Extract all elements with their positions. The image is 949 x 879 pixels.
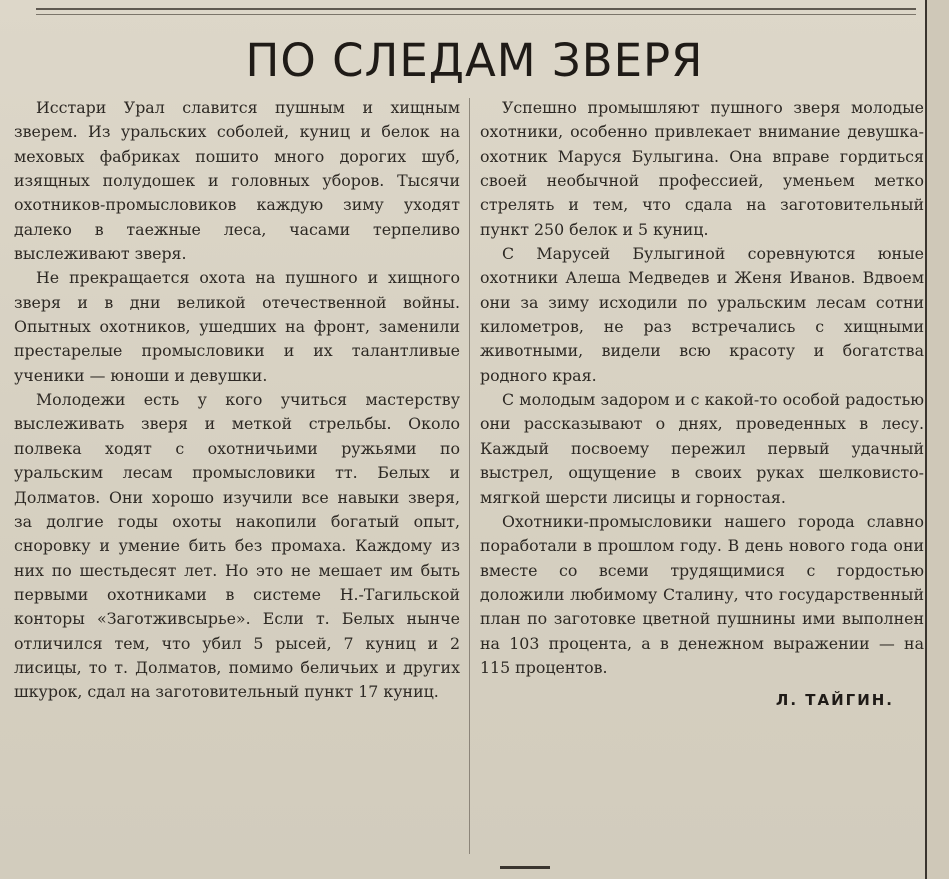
paragraph: С Марусей Булыгиной соревнуются юные охотники Алеша Медведев и Женя Иванов. Вдвоем они за зиму исходили по уральским лесам сотни километров, не раз встречались с хищными животными, видели всю красоту и богатства родного края. (480, 244, 924, 385)
column-divider (469, 98, 470, 854)
adjacent-column-edge (925, 0, 949, 879)
left-column (14, 96, 460, 705)
paragraph: Молодежи есть у кого учиться мастерству выслеживать зверя и меткой стрельбы. Около полвека ходят с охотничьими ружьями по уральским лесам промысловики тт. Белых и Долматов. Они хорошо изучили все навыки зверя, за долгие годы охоты накопили богатый опыт, сноровку и умение бить без промаха. Каждому из них по шестьдесят лет. Но это не мешает им быть первыми охотниками в системе Н.-Тагильской конторы «Заготживсырье». Если т. Белых нынче отличился тем, что убил 5 рысей, 7 куниц и 2 лисицы, то т. Долматов, помимо беличьих и других шкурок, сдал на заготовительный пункт 17 куниц. (14, 390, 460, 702)
top-rule (36, 8, 916, 15)
paragraph: С молодым задором и с какой-то особой радостью они рассказывают о днях, проведенных в лесу. Каждый посвоему пережил первый удачный выстрел, ощущение в своих руках шелковисто-мягкой шерсти лисицы и горностая. (480, 390, 924, 507)
paragraph: Охотники-промысловики нашего города славно поработали в прошлом году. В день нового года они вместе со всеми трудящимися с гордостью доложили любимому Сталину, что государственный план по заготовке цветной пушнины ими выполнен на 103 процента, а в денежном выражении — на 115 процентов. (480, 511, 924, 677)
paragraph: Не прекращается охота на пушного и хищного зверя и в дни великой отечественной войны. Опытных охотников, ушедших на фронт, заменили престарелые промысловики и их талантливые ученики — юноши и девушки. (14, 268, 460, 385)
right-column (480, 96, 924, 713)
paragraph: Успешно промышляют пушного зверя молодые охотники, особенно привлекает внимание девушка-охотник Маруся Булыгина. Она вправе гордиться своей необычной профессией, уменьем метко стрелять и тем, что сдала на заготовительный пункт 250 белок и 5 куниц. (480, 98, 924, 239)
paragraph: Исстари Урал славится пушным и хищным зверем. Из уральских соболей, куниц и белок на меховых фабриках пошито много дорогих шуб, изящных полудошек и головных уборов. Тысячи охотников-промысловиков каждую зиму уходят далеко в таежные леса, часами терпеливо выслеживают зверя. (14, 98, 460, 264)
bottom-rule (500, 866, 550, 869)
article-title: ПО СЛЕДАМ ЗВЕРЯ (245, 34, 704, 87)
author-signature: Л. ТАЙГИН. (775, 691, 894, 710)
